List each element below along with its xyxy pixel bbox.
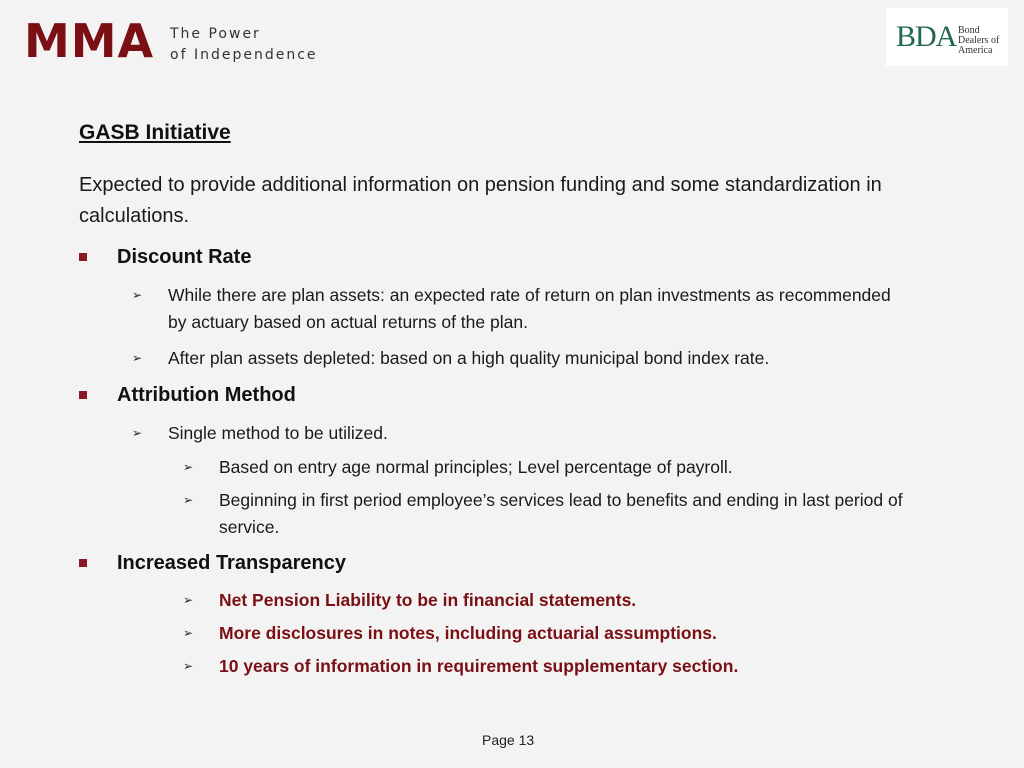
bda-logo <box>886 8 1008 66</box>
section-title: Attribution Method <box>117 384 296 406</box>
list-item-text: 10 years of information in requirement supplementary section. <box>219 656 739 676</box>
tagline-line-1: The Power <box>170 26 261 42</box>
bda-logo-mark: BDA <box>896 20 957 53</box>
bda-logo-line-1: Bond <box>958 25 980 36</box>
section-title: Increased Transparency <box>117 552 347 574</box>
bda-logo-text <box>958 26 999 56</box>
bda-logo-line-2: Dealers of <box>958 35 1000 46</box>
mma-logo: MMA <box>24 14 155 68</box>
bda-logo-line-3: America <box>958 45 993 56</box>
list-item-text: Single method to be utilized. <box>168 423 388 443</box>
intro-paragraph: Expected to provide additional information on pension funding and some standardization in calculations. <box>79 174 882 227</box>
section-title: Discount Rate <box>117 246 252 268</box>
square-bullet-icon <box>79 559 87 567</box>
arrow-bullet-icon: ➢ <box>132 426 143 440</box>
arrow-bullet-icon: ➢ <box>132 351 143 365</box>
arrow-bullet-icon: ➢ <box>183 659 194 673</box>
arrow-bullet-icon: ➢ <box>183 626 194 640</box>
arrow-bullet-icon: ➢ <box>183 593 194 607</box>
tagline <box>170 24 318 66</box>
arrow-bullet-icon: ➢ <box>183 460 194 474</box>
arrow-bullet-icon: ➢ <box>183 493 194 507</box>
list-item-text: Net Pension Liability to be in financial statements. <box>219 590 637 610</box>
list-item-text: Beginning in first period employee’s services lead to benefits and ending in last period of service. <box>219 490 903 537</box>
slide-heading: GASB Initiative <box>79 121 231 144</box>
list-item-text: Based on entry age normal principles; Level percentage of payroll. <box>219 457 733 477</box>
arrow-bullet-icon: ➢ <box>132 288 143 302</box>
list-item-text: After plan assets depleted: based on a high quality municipal bond index rate. <box>168 348 770 368</box>
page-number: Page 13 <box>482 732 535 748</box>
list-item-text: While there are plan assets: an expected rate of return on plan investments as recommended by actuary based on actual returns of the plan. <box>168 285 891 332</box>
list-item-text: More disclosures in notes, including actuarial assumptions. <box>219 623 717 643</box>
tagline-line-2: of Independence <box>170 47 318 63</box>
square-bullet-icon <box>79 391 87 399</box>
square-bullet-icon <box>79 253 87 261</box>
